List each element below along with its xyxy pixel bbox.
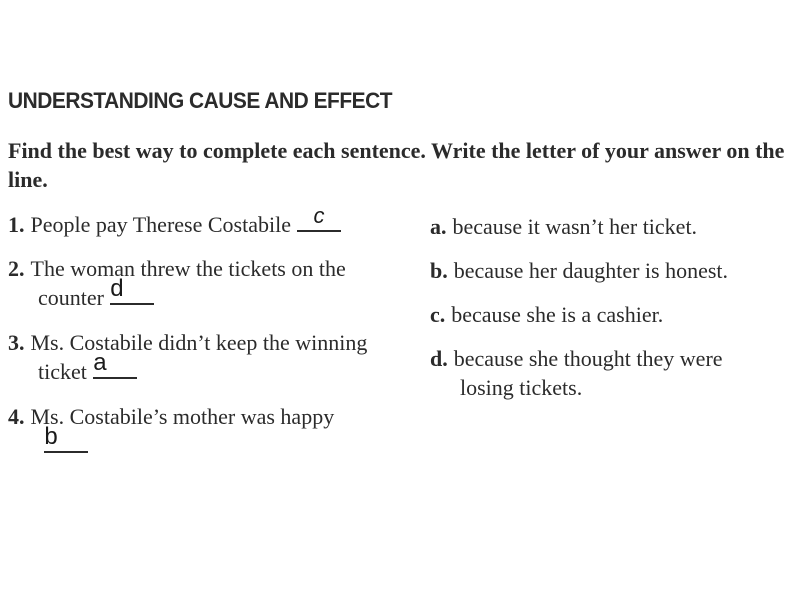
choice-letter: a. <box>430 214 447 239</box>
choice-text: because her daughter is honest. <box>453 258 729 283</box>
answer-blank[interactable] <box>110 275 154 305</box>
answer-letter: a <box>93 349 107 376</box>
choice-b <box>430 256 790 285</box>
question-text: Ms. Costabile didn’t keep the winning ticket <box>30 330 368 384</box>
answer-letter: b <box>44 423 58 450</box>
question-text: Ms. Costabile’s mother was happy <box>30 404 335 429</box>
section-heading: UNDERSTANDING CAUSE AND EFFECT <box>8 88 393 113</box>
choice-text: because she is a cashier. <box>451 302 664 327</box>
choice-c <box>430 300 790 329</box>
question-number: 1. <box>8 212 25 237</box>
question-text: The woman threw the tickets on the counter <box>30 256 346 310</box>
question-3 <box>8 328 368 386</box>
choice-letter: c. <box>430 302 446 327</box>
instructions: Find the best way to complete each sentence. Write the letter of your answer on the line. <box>8 138 785 192</box>
choice-text: because she thought they were losing tickets. <box>453 346 723 400</box>
answer-blank[interactable] <box>44 423 88 453</box>
question-2 <box>8 254 388 312</box>
question-number: 4. <box>8 404 25 429</box>
question-number: 2. <box>8 256 25 281</box>
question-1 <box>8 203 388 239</box>
choice-a <box>430 212 790 241</box>
answer-letter: d <box>110 275 124 302</box>
answer-letter: c <box>313 203 325 228</box>
question-text: People pay Therese Costabile <box>30 212 291 237</box>
answer-blank[interactable] <box>297 203 341 232</box>
question-4 <box>8 402 348 460</box>
choice-letter: d. <box>430 346 448 371</box>
choice-letter: b. <box>430 258 448 283</box>
question-number: 3. <box>8 330 25 355</box>
choice-text: because it wasn’t her ticket. <box>452 214 698 239</box>
answer-blank[interactable] <box>93 349 137 379</box>
choice-d <box>430 344 780 402</box>
